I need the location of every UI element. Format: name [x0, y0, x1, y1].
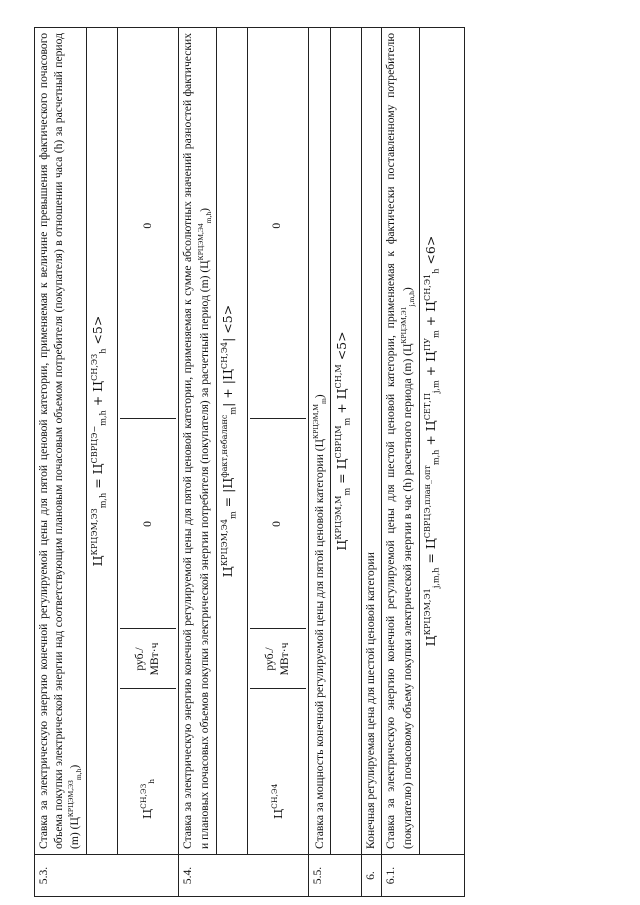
table-row: [35, 28, 87, 897]
parameter-row: [247, 28, 308, 897]
table-row: [382, 28, 419, 897]
param-value: 0: [120, 419, 176, 629]
unit: руб./МВт·ч: [250, 629, 306, 689]
table-row: [362, 28, 382, 897]
table-row: [179, 28, 216, 897]
formula: $Ц^{КРЦЭМ,ЭЗ}_{m,h} = Ц^{СВРЦЭ-}_{m,h} + Ц^{СН,ЭЗ}_h <5>$: [87, 28, 118, 855]
unit: руб./МВт·ч: [120, 629, 176, 689]
tariff-table: [34, 27, 465, 897]
row-number: 6.1.: [382, 855, 464, 897]
row-number: 6.: [362, 855, 382, 897]
parameter-row: [118, 28, 179, 897]
param-label: $Ц^{СН,Э4}$: [250, 689, 306, 849]
row-description: Ставка за мощность конечной регулируемой цены для пятой ценовой категории $(Ц^{КРЦЭМ,М}_m)$: [308, 28, 331, 855]
table-row: [308, 28, 331, 897]
formula-row: [216, 28, 247, 897]
row-description: Ставка за электрическую энергию конечной регулируемой цены для пятой ценовой категории, применяемая к величине превышения фактического почасового объема покупки электрической энергии над соответствующим плановым почасовым объемом потребителя (покупателя) в отношении часа (h) за расчетный период (m) $(Ц^{КРЦЭМ,ЭЗ}_{m,h})$: [35, 28, 87, 855]
formula: $Ц^{КРЦЭМ,Э4}_m = |Ц^{факт,небаланс}_m| + |Ц^{СН,Э4}| <5>$: [216, 28, 247, 855]
formula: $Ц^{КРЦЭМ,Э1}_{j,m,h} = Ц^{СВРЦЭ,план\_опт}_{m,h} + Ц^{СЕТ,П}_{j,m} + Ц^{ПУ}_m + Ц^{СН,Э1}_h <6>$: [419, 28, 464, 855]
param-value: 0: [140, 222, 154, 229]
row-description: Конечная регулируемая цена для шестой ценовой категории: [362, 28, 382, 855]
row-number: 5.5.: [308, 855, 362, 897]
formula: $Ц^{КРЦЭМ,М}_m = Ц^{СВРЦМ}_m + Ц^{СН,М} <5>$: [331, 28, 362, 855]
formula-row: [419, 28, 464, 897]
row-number: 5.3.: [35, 855, 179, 897]
row-number: 5.4.: [179, 855, 308, 897]
row-description: Ставка за электрическую энергию конечной регулируемой цены для шестой ценовой категории, применяемая к фактически поставленному потребителю (покупателю) почасовому объему покупки электрической энергии в час (h) расчетного периода (m) $(Ц^{КРЦЭМ,Э1}_{j,m,h})$: [382, 28, 419, 855]
param-label: $Ц^{СН,ЭЗ}_h$: [120, 689, 176, 849]
formula-row: [331, 28, 362, 897]
row-description: Ставка за электрическую энергию конечной регулируемой цены для пятой ценовой категории, применяемая к сумме абсолютных значений разностей фактических и плановых почасовых объемов покупки электрической энергии потребителя (покупателя) за расчетный период (m) $(Ц^{КРЦЭМ,Э4}_{m,h})$: [179, 28, 216, 855]
param-value: 0: [270, 222, 284, 229]
formula-row: [87, 28, 118, 897]
param-value: 0: [250, 419, 306, 629]
